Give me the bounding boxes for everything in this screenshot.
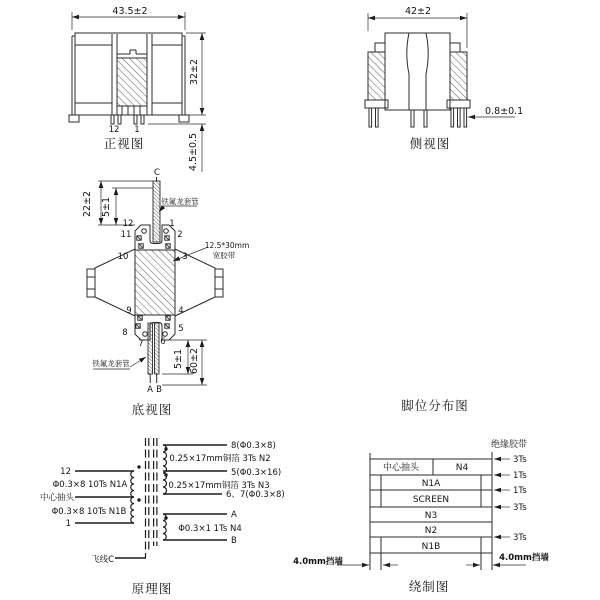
wall-right-label: 4.0mm挡墙 [499,553,549,563]
pin [424,110,427,127]
lead-a-label: A [147,385,153,395]
tape-size-label: 12.5*30mm [204,241,250,250]
layer-n1b: N1B [421,542,441,552]
pin-layout-title: 脚位分布图 [401,398,469,413]
side-pin-dia-dim: 0.8±0.1 [485,106,524,117]
lead-c-label: C [154,168,160,178]
center-tap-label: 中心抽头 [39,493,74,503]
front-height-dim: 32±2 [189,58,200,86]
pin-number: 10 [117,252,129,262]
polarity-dot [164,516,167,519]
polarity-dot [164,447,167,450]
schematic-pin12: 12 [60,467,71,477]
winding-window-hatch [117,58,147,106]
layer-center-tap: 中心抽头 [382,463,420,473]
schematic-pin1: 1 [65,519,71,529]
pin-number: 9 [126,306,132,316]
sleeve-bottom-label: 铁氟龙套管 [92,359,130,368]
front-pin-12: 12 [108,125,120,135]
pin-number: 4 [178,306,184,316]
pin [458,108,461,127]
aux-n4-spec: Φ0.3×1 1Ts N4 [178,524,242,534]
tape-turns: 3Ts [513,455,527,465]
side-view-title: 侧视图 [409,136,451,151]
pin [451,108,454,127]
pin-number: 7 [138,339,144,349]
aux-a-label: A [231,510,237,520]
mount-foot-left [69,115,79,122]
sleeve-top-label: 铁氟龙套管 [161,197,199,206]
layer-screen: SCREEN [412,495,450,505]
layer-n4: N4 [455,463,469,473]
winding-hatch-right [450,52,467,100]
side-view [365,6,523,151]
tape-turns: 1Ts [513,486,527,496]
front-pin-dim: 4.5±0.5 [188,132,199,172]
lead-b-label: B [156,385,162,395]
pin-number: 12 [122,219,134,229]
pin [134,115,137,124]
lead-top-bare-dim: 5±1 [101,196,112,218]
tape-turns: 3Ts [513,533,527,543]
pin [376,108,379,127]
wall-left-label: 4.0mm挡墙 [293,557,343,567]
teflon-sleeve-top [153,181,160,242]
secondary-coil [163,445,167,494]
winding-diagram-view [293,438,549,594]
fly-lead-label: 飞线C [91,555,114,565]
teflon-sleeve-lead-a [148,323,153,374]
pin-number: 2 [177,230,183,240]
tape-turns: 1Ts [513,471,527,481]
lead-bottom-bare-dim: 5±1 [173,348,184,370]
polarity-dot [164,473,167,476]
bobbin-body-hatch [135,250,175,315]
lead-bottom-total-dim: 60±2 [189,347,200,375]
schematic-title: 原理图 [131,581,173,596]
front-width-dim: 43.5±2 [112,6,148,17]
polarity-dot [137,498,140,501]
aux-b-label: B [231,536,237,546]
sec-n2-spec: 0.25×17mm铜箔 3Ts N2 [169,454,271,464]
layer-n1a: N1A [421,479,441,489]
bottom-view-title: 底视图 [131,402,173,417]
lead-top-total-dim: 22±2 [82,190,93,218]
winding-hatch-left [368,52,385,100]
bottom-view [82,168,249,417]
pin [411,110,414,127]
pin-number: 11 [120,230,132,240]
pin [118,115,121,124]
winding-diagram-title: 绕制图 [408,579,450,594]
sec-pin67-label: 6、7(Φ0.3×8) [226,490,285,500]
teflon-sleeve-lead-b [155,323,160,374]
sec-n3-spec: 0.25×17mm铜箔 3Ts N3 [168,481,270,491]
pin-number: 1 [169,219,175,229]
tape-turns: 3Ts [513,503,527,513]
mount-foot-right [179,115,189,122]
insulation-tape-label: 绝缘胶带 [490,440,528,450]
pin [464,108,467,127]
schematic-view [40,438,285,596]
sec-pin8-label: 8(Φ0.3×8) [231,441,276,451]
pin-number: 6 [160,337,166,347]
center-leg-outline [385,33,450,110]
pin-number: 8 [122,328,128,338]
layer-n3: N3 [424,511,438,521]
pin [369,108,372,127]
sec-pin5-label: 5(Φ0.3×16) [231,468,282,478]
pin [141,115,144,124]
pin-marks-bottom [136,316,170,328]
tape-name-label: 宽胶带 [212,251,236,260]
front-pin-1: 1 [134,125,140,135]
primary-a-spec: Φ0.3×8 10Ts N1A [52,480,128,490]
front-view [69,6,206,172]
pin-number: 3 [182,252,188,262]
front-view-title: 正视图 [103,136,145,151]
pin-number: 5 [178,324,184,334]
pin-layout-view [401,398,469,413]
side-width-dim: 42±2 [404,6,432,17]
primary-b-spec: Φ0.3×8 10Ts N1B [51,507,127,517]
layer-n2: N2 [424,526,438,536]
pin [111,115,114,124]
polarity-dot [137,465,140,468]
